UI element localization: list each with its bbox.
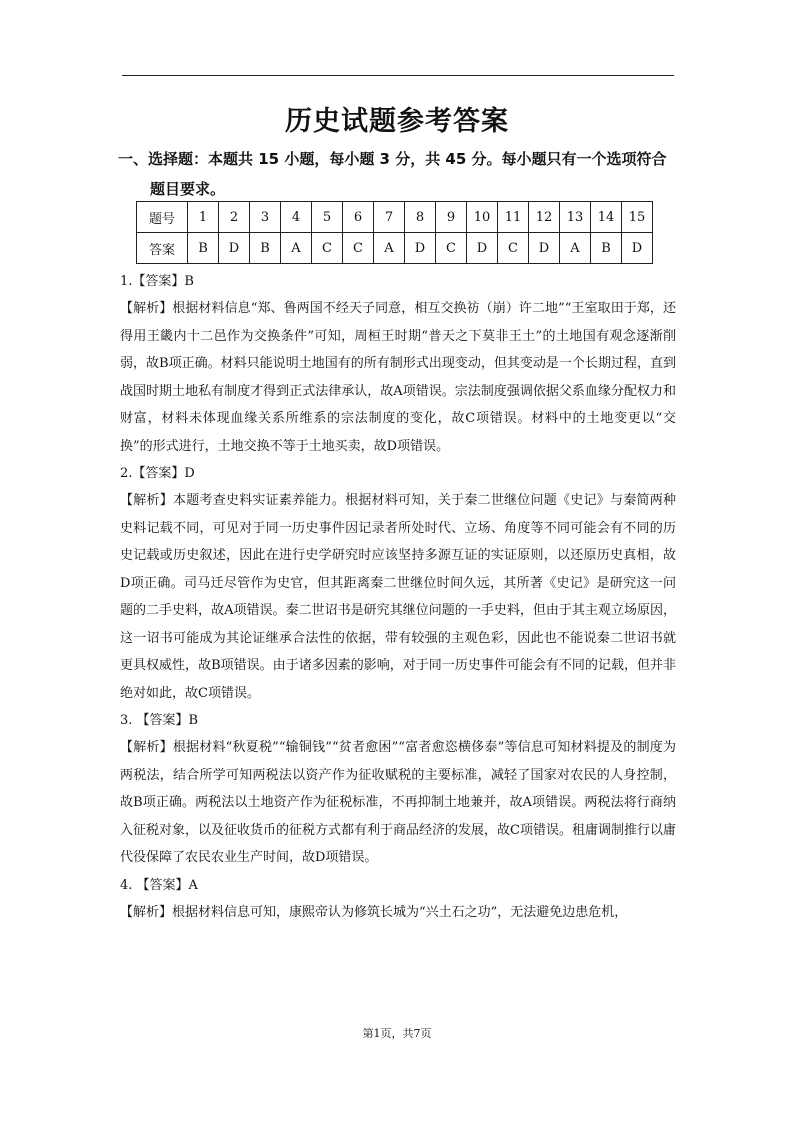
answer-cell: D	[622, 233, 653, 264]
number-cell: 10	[467, 202, 498, 233]
question-4-answer: 4. 【答案】A	[120, 877, 198, 893]
answer-cell: B	[250, 233, 281, 264]
question-1-analysis: 【解析】根据材料信息“郑、鲁两国不经天子同意，相互交换祊（崩）许二地”“王室取田于郑，还得用王畿内十二邑作为交换条件”可知，周桓王时期“普天之下莫非王土”的土地国有观念逐渐削弱，故B项正确。材料只能说明土地国有的所有制形式出现变动，但其变动是一个长期过程，直到战国时期土地私有制度才得到正式法律承认，故A项错误。宗法制度强调依据父系血缘分配权力和财富，材料未体现血缘关系所维系的宗法制度的变化，故C项错误。材料中的土地变更以“交换”的形式进行，土地交换不等于土地买卖，故D项错误。	[120, 301, 676, 454]
number-cell: 5	[312, 202, 343, 233]
number-cell: 4	[281, 202, 312, 233]
answer-explanations	[120, 268, 676, 926]
question-2-answer: 2.【答案】D	[120, 466, 195, 481]
answer-cell: D	[529, 233, 560, 264]
number-cell: 9	[436, 202, 467, 233]
number-cell: 7	[374, 202, 405, 233]
answer-table-answer-row	[137, 233, 653, 264]
number-cell: 12	[529, 202, 560, 233]
number-cell: 1	[188, 202, 219, 233]
number-cell: 8	[405, 202, 436, 233]
section-heading-line2: 题目要求。	[150, 180, 226, 198]
answer-cell: C	[312, 233, 343, 264]
number-cell: 14	[591, 202, 622, 233]
section-heading	[118, 144, 678, 204]
question-2-analysis: 【解析】本题考查史料实证素养能力。根据材料可知，关于秦二世继位问题《史记》与秦简两种史料记载不同，可见对于同一历史事件因记录者所处时代、立场、角度等不同可能会有不同的历史记载或历史叙述，因此在进行史学研究时应该坚持多源互证的实证原则，以还原历史真相，故D项正确。司马迁尽管作为史官，但其距离秦二世继位时间久远，其所著《史记》是研究这一问题的二手史料，故A项错误。秦二世诏书是研究其继位问题的一手史料，但由于其主观立场原因，这一诏书可能成为其论证继承合法性的依据，带有较强的主观色彩，因此也不能说秦二世诏书就更具权威性，故B项错误。由于诸多因素的影响，对于同一历史事件可能会有不同的记载，但并非绝对如此，故C项错误。	[120, 493, 676, 701]
number-cell: 11	[498, 202, 529, 233]
number-cell: 15	[622, 202, 653, 233]
number-cell: 3	[250, 202, 281, 233]
number-cell: 2	[219, 202, 250, 233]
answer-row-label: 答案	[137, 233, 188, 264]
answer-cell: D	[219, 233, 250, 264]
answer-table	[136, 201, 653, 264]
number-cell: 6	[343, 202, 374, 233]
question-3-analysis: 【解析】根据材料“秋夏税”“输铜钱”“贫者愈困”“富者愈恣横侈泰”等信息可知材料提及的制度为两税法，结合所学可知两税法以资产作为征收赋税的主要标准，减轻了国家对农民的人身控制，故B项正确。两税法以土地资产作为征税标准，不再抑制土地兼并，故A项错误。两税法将行商纳入征税对象，以及征收货币的征税方式都有利于商品经济的发展，故C项错误。租庸调制推行以庸代役保障了农民农业生产时间，故D项错误。	[120, 740, 676, 865]
answer-cell: C	[343, 233, 374, 264]
answer-cell: D	[405, 233, 436, 264]
question-3-answer: 3. 【答案】B	[120, 713, 199, 728]
header-rule	[122, 75, 674, 76]
question-4-analysis: 【解析】根据材料信息可知，康熙帝认为修筑长城为“兴土石之功”，无法避免边患危机，	[120, 904, 628, 920]
number-row-label: 题号	[137, 202, 188, 233]
answer-cell: A	[281, 233, 312, 264]
answer-cell: C	[436, 233, 467, 264]
answer-cell: A	[374, 233, 405, 264]
answer-cell: C	[498, 233, 529, 264]
answer-cell: B	[188, 233, 219, 264]
answer-table-number-row	[137, 202, 653, 233]
section-heading-line1: 一、选择题：本题共 15 小题，每小题 3 分，共 45 分。每小题只有一个选项符合	[118, 150, 667, 168]
answer-cell: D	[467, 233, 498, 264]
question-1-answer: 1.【答案】B	[120, 274, 194, 289]
page-title: 历史试题参考答案	[285, 106, 509, 137]
page-footer: 第1页，共7页	[362, 1027, 432, 1040]
answer-cell: B	[591, 233, 622, 264]
answer-cell: A	[560, 233, 591, 264]
number-cell: 13	[560, 202, 591, 233]
